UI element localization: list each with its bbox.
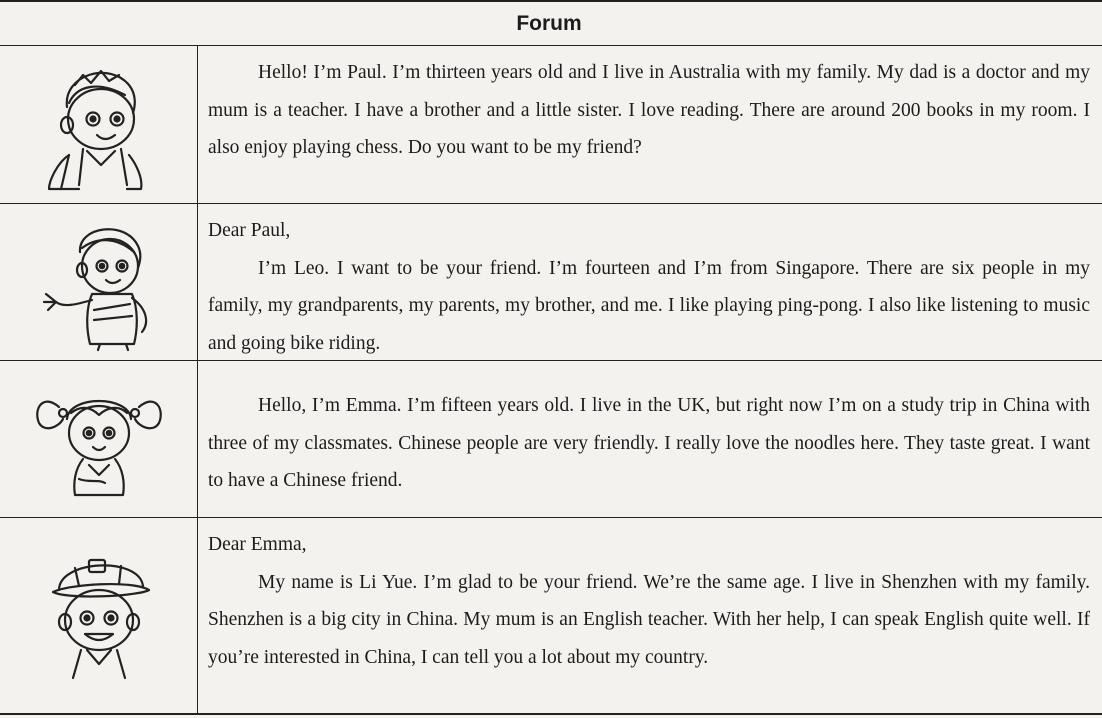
post-greeting: Dear Paul, [208, 220, 291, 241]
avatar-cell [0, 518, 198, 713]
avatar-cell [0, 204, 198, 360]
forum-title: Forum [516, 11, 582, 35]
post-row-paul [0, 46, 1102, 204]
girl-with-pigtails-icon [29, 379, 169, 499]
post-text [198, 46, 1102, 203]
post-body: Hello, I’m Emma. I’m fifteen years old. I live in the UK, but right now I’m on a study trip in China with three of my classmates. Chinese people are very friendly. I really love the noodles here. They taste great. I want to have a Chinese friend. [208, 395, 1090, 491]
avatar-cell [0, 46, 198, 203]
post-row-leo [0, 204, 1102, 361]
post-text [198, 204, 1102, 360]
post-body: Hello! I’m Paul. I’m thirteen years old and I live in Australia with my family. My dad is a doctor and my mum is a teacher. I have a brother and a little sister. I love reading. There are around 200 books in my room. I also enjoy playing chess. Do you want to be my friend? [208, 62, 1090, 158]
title-row [0, 0, 1102, 46]
post-row-li-yue [0, 518, 1102, 715]
boy-with-backpack-icon [39, 55, 159, 195]
waving-boy-icon [34, 212, 164, 352]
post-body: I’m Leo. I want to be your friend. I’m fourteen and I’m from Singapore. There are six people in my family, my grandparents, my parents, my brother, and me. I like playing ping-pong. I also like listening to music and going bike riding. [208, 257, 1090, 354]
avatar-cell [0, 361, 198, 517]
boy-with-cap-icon [39, 546, 159, 686]
post-body: My name is Li Yue. I’m glad to be your friend. We’re the same age. I live in Shenzhen with my family. Shenzhen is a big city in China. My mum is an English teacher. With her help, I can speak English quite well. If you’re interested in China, I can tell you a lot about my country. [208, 571, 1090, 668]
post-text [198, 361, 1102, 517]
post-text [198, 518, 1102, 713]
post-row-emma [0, 361, 1102, 518]
post-greeting: Dear Emma, [208, 534, 307, 555]
